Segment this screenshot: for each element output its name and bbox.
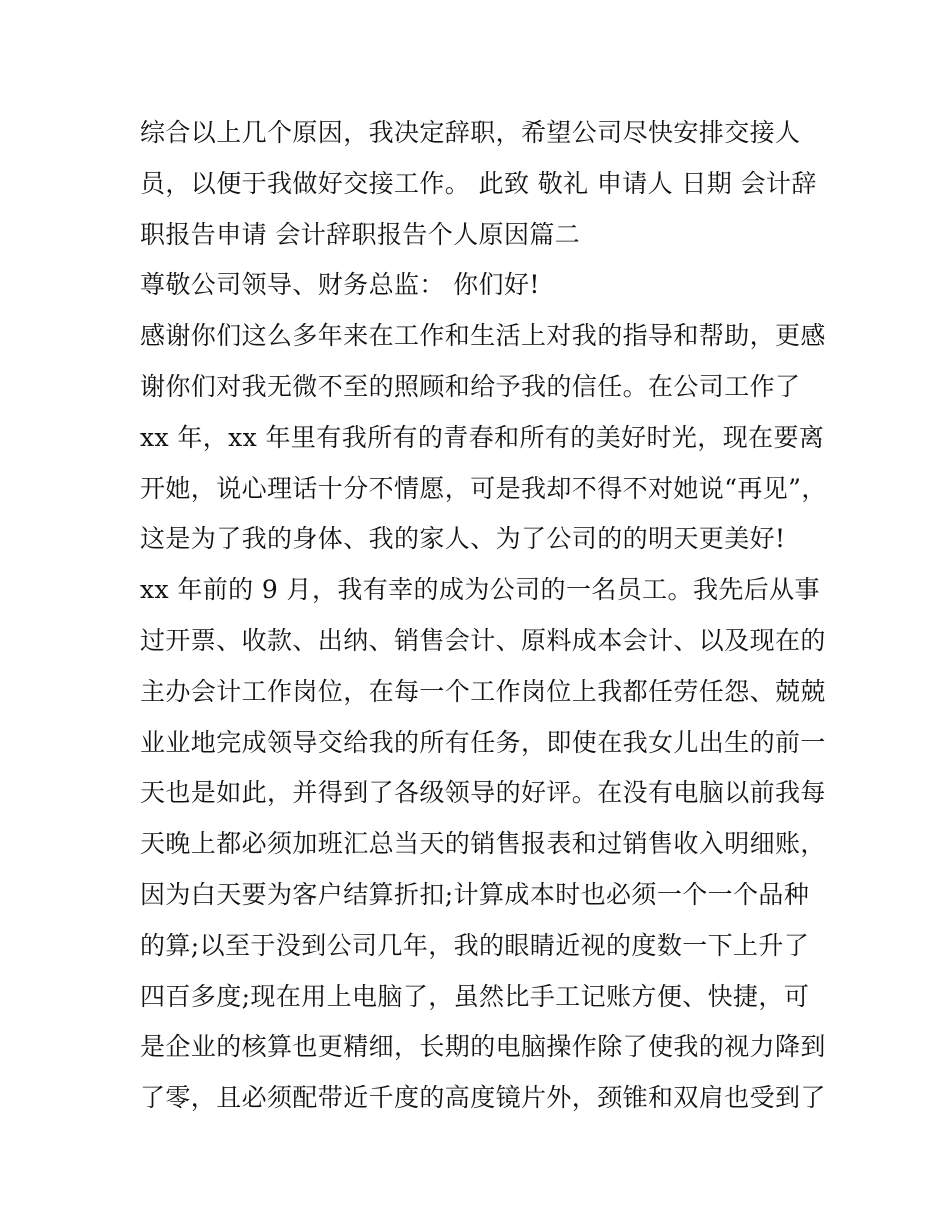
text-line: 开她，说心理话十分不情愿，可是我却不得不对她说“再见”， bbox=[140, 473, 827, 503]
text-line: 谢你们对我无微不至的照顾和给予我的信任。在公司工作了 bbox=[140, 371, 801, 401]
text-line: 过开票、收款、出纳、销售会计、原料成本会计、以及现在的 bbox=[140, 625, 826, 655]
text-line: 的算;以至于没到公司几年，我的眼睛近视的度数一下上升了 bbox=[140, 930, 810, 960]
text-line: xx 年前的 9 月，我有幸的成为公司的一名员工。我先后从事 bbox=[140, 575, 820, 605]
document-text bbox=[140, 108, 830, 1124]
text-line: 感谢你们这么多年来在工作和生活上对我的指导和帮助，更感 bbox=[140, 321, 826, 351]
text-line: 尊敬公司领导、财务总监： 你们好! bbox=[140, 270, 540, 300]
text-line: 四百多度;现在用上电脑了，虽然比手工记账方便、快捷，可 bbox=[140, 981, 810, 1011]
text-line: 这是为了我的身体、我的家人、为了公司的的明天更美好! bbox=[140, 524, 786, 554]
text-line: 综合以上几个原因，我决定辞职，希望公司尽快安排交接人 bbox=[140, 118, 801, 147]
text-line: 因为白天要为客户结算折扣;计算成本时也必须一个一个品种 bbox=[140, 879, 810, 909]
text-line: xx 年，xx 年里有我所有的青春和所有的美好时光，现在要离 bbox=[140, 422, 825, 452]
text-line: 天也是如此，并得到了各级领导的好评。在没有电脑以前我每 bbox=[140, 778, 826, 808]
text-line: 天晚上都必须加班汇总当天的销售报表和过销售收入明细账， bbox=[140, 829, 826, 859]
text-line: 职报告申请 会计辞职报告个人原因篇二 bbox=[140, 219, 581, 249]
text-line: 了零，且必须配带近千度的高度镜片外，颈锥和双肩也受到了 bbox=[140, 1083, 826, 1113]
text-line: 业业地完成领导交给我的所有任务，即使在我女儿出生的前一 bbox=[140, 727, 826, 757]
text-line: 主办会计工作岗位，在每一个工作岗位上我都任劳任怨、兢兢 bbox=[140, 676, 826, 706]
text-line: 是企业的核算也更精细，长期的电脑操作除了使我的视力降到 bbox=[140, 1032, 826, 1062]
text-line: 员，以便于我做好交接工作。 此致 敬礼 申请人 日期 会计辞 bbox=[140, 168, 817, 198]
